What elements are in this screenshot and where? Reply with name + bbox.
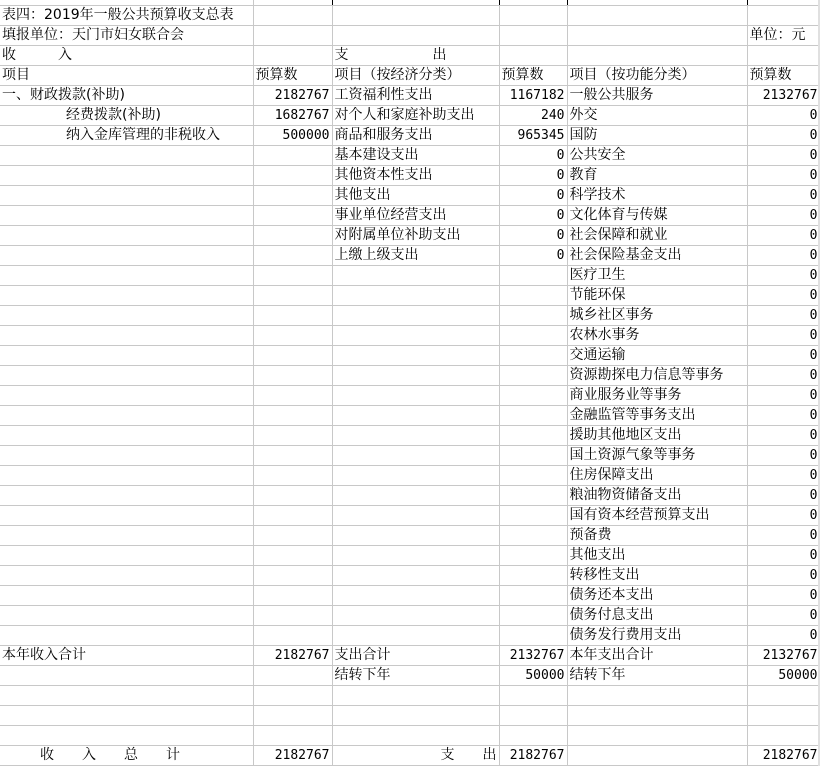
cell[interactable] [567, 706, 747, 726]
functional-carryover-value[interactable]: 50000 [747, 666, 820, 686]
functional-value[interactable]: 0 [747, 446, 820, 466]
cell[interactable] [0, 426, 253, 446]
cell[interactable] [253, 586, 332, 606]
cell[interactable] [253, 206, 332, 226]
functional-value[interactable]: 0 [747, 106, 820, 126]
cell[interactable] [0, 706, 253, 726]
functional-value[interactable]: 0 [747, 266, 820, 286]
cell[interactable] [567, 26, 747, 46]
cell[interactable] [253, 686, 332, 706]
col-header-budget[interactable]: 预算数 [253, 66, 332, 86]
cell[interactable] [499, 526, 567, 546]
column-header-row [0, 66, 820, 86]
cell[interactable] [332, 446, 499, 466]
col-header-economic[interactable]: 项目（按经济分类） [332, 66, 499, 86]
cell[interactable] [332, 706, 499, 726]
table-row [0, 506, 820, 526]
cell[interactable] [332, 626, 499, 646]
carryover-value[interactable]: 50000 [499, 666, 567, 686]
functional-value[interactable]: 0 [747, 126, 820, 146]
economic-item[interactable]: 事业单位经营支出 [332, 206, 499, 226]
cell[interactable] [253, 626, 332, 646]
cell[interactable] [253, 446, 332, 466]
functional-item[interactable]: 金融监管等事务支出 [567, 406, 747, 426]
cell[interactable] [0, 586, 253, 606]
cell[interactable] [332, 306, 499, 326]
cell[interactable] [332, 386, 499, 406]
functional-value[interactable]: 0 [747, 606, 820, 626]
economic-item[interactable]: 对附属单位补助支出 [332, 226, 499, 246]
cell[interactable] [253, 526, 332, 546]
cell[interactable] [332, 26, 499, 46]
table-row [0, 166, 820, 186]
cell[interactable] [332, 526, 499, 546]
cell[interactable] [332, 326, 499, 346]
cell[interactable] [253, 146, 332, 166]
functional-item[interactable]: 资源勘探电力信息等事务 [567, 366, 747, 386]
functional-item[interactable]: 粮油物资储备支出 [567, 486, 747, 506]
functional-item[interactable]: 社会保险基金支出 [567, 246, 747, 266]
cell[interactable] [0, 506, 253, 526]
functional-item[interactable]: 教育 [567, 166, 747, 186]
functional-item[interactable]: 其他支出 [567, 546, 747, 566]
income-value[interactable]: 2182767 [253, 86, 332, 106]
income-item[interactable]: 一、财政拨款(补助) [0, 86, 253, 106]
functional-item[interactable]: 债务还本支出 [567, 586, 747, 606]
table-row [0, 426, 820, 446]
functional-value[interactable]: 0 [747, 206, 820, 226]
cell[interactable] [0, 606, 253, 626]
grand-income-value[interactable]: 2182767 [253, 746, 332, 766]
cell[interactable] [253, 326, 332, 346]
carryover-label[interactable]: 结转下年 [332, 666, 499, 686]
cell[interactable] [567, 686, 747, 706]
cell[interactable] [253, 266, 332, 286]
cell[interactable] [332, 286, 499, 306]
functional-value[interactable]: 0 [747, 306, 820, 326]
table-title[interactable]: 表四：2019年一般公共预算收支总表 [0, 6, 253, 26]
cell[interactable] [253, 466, 332, 486]
functional-value[interactable]: 0 [747, 566, 820, 586]
functional-item[interactable]: 债务付息支出 [567, 606, 747, 626]
functional-value[interactable]: 0 [747, 486, 820, 506]
grand-expense-value[interactable]: 2182767 [499, 746, 567, 766]
table-row [0, 126, 820, 146]
expense-total-label[interactable]: 支出合计 [332, 646, 499, 666]
cell[interactable] [567, 6, 747, 26]
functional-value[interactable]: 0 [747, 386, 820, 406]
functional-value[interactable]: 2132767 [747, 86, 820, 106]
table-row [0, 306, 820, 326]
cell[interactable] [0, 526, 253, 546]
functional-item[interactable]: 预备费 [567, 526, 747, 546]
functional-item[interactable]: 交通运输 [567, 346, 747, 366]
functional-item[interactable]: 科学技术 [567, 186, 747, 206]
table-row [0, 586, 820, 606]
functional-value[interactable]: 0 [747, 526, 820, 546]
cell[interactable] [253, 406, 332, 426]
cell[interactable] [253, 186, 332, 206]
cell[interactable] [499, 606, 567, 626]
functional-item[interactable]: 农林水事务 [567, 326, 747, 346]
cell[interactable] [0, 386, 253, 406]
cell[interactable] [499, 466, 567, 486]
cell[interactable] [332, 406, 499, 426]
cell[interactable] [0, 326, 253, 346]
cell[interactable] [0, 626, 253, 646]
cell[interactable] [253, 566, 332, 586]
functional-item[interactable]: 一般公共服务 [567, 86, 747, 106]
cell[interactable] [499, 326, 567, 346]
income-section-header[interactable]: 收 入 [0, 46, 253, 66]
cell[interactable] [332, 566, 499, 586]
cell[interactable] [253, 386, 332, 406]
cell[interactable] [499, 386, 567, 406]
cell[interactable] [0, 406, 253, 426]
cell[interactable] [499, 546, 567, 566]
income-item[interactable]: 经费拨款(补助) [0, 106, 253, 126]
expense-section-header[interactable]: 支 出 [332, 46, 499, 66]
cell[interactable] [0, 686, 253, 706]
cell[interactable] [253, 226, 332, 246]
table-row [0, 546, 820, 566]
cell[interactable] [0, 366, 253, 386]
functional-carryover-label[interactable]: 结转下年 [567, 666, 747, 686]
functional-value[interactable]: 0 [747, 326, 820, 346]
functional-value[interactable]: 0 [747, 286, 820, 306]
functional-value[interactable]: 0 [747, 366, 820, 386]
functional-value[interactable]: 0 [747, 166, 820, 186]
grand-income-label[interactable]: 收 入 总 计 [0, 746, 253, 766]
economic-value[interactable]: 0 [499, 186, 567, 206]
table-row [0, 206, 820, 226]
functional-value[interactable]: 0 [747, 346, 820, 366]
table-row [0, 226, 820, 246]
cell[interactable] [567, 746, 747, 766]
cell[interactable] [253, 166, 332, 186]
cell[interactable] [499, 566, 567, 586]
cell[interactable] [747, 6, 820, 26]
cell[interactable] [499, 286, 567, 306]
unit-label[interactable]: 单位：元 [747, 26, 820, 46]
cell[interactable] [499, 406, 567, 426]
unit-row [0, 26, 820, 46]
functional-item[interactable]: 外交 [567, 106, 747, 126]
functional-item[interactable]: 商业服务业等事务 [567, 386, 747, 406]
cell[interactable] [0, 306, 253, 326]
cell[interactable] [499, 486, 567, 506]
table-row [0, 626, 820, 646]
functional-item[interactable]: 援助其他地区支出 [567, 426, 747, 446]
expense-total-value[interactable]: 2132767 [499, 646, 567, 666]
cell[interactable] [0, 666, 253, 686]
economic-value[interactable]: 965345 [499, 126, 567, 146]
cell[interactable] [499, 426, 567, 446]
table-row [0, 146, 820, 166]
table-row [0, 346, 820, 366]
economic-value[interactable]: 0 [499, 206, 567, 226]
table-row [0, 446, 820, 466]
cell[interactable] [499, 706, 567, 726]
cell[interactable] [499, 726, 567, 746]
cell[interactable] [747, 726, 820, 746]
cell[interactable] [747, 706, 820, 726]
economic-value[interactable]: 1167182 [499, 86, 567, 106]
functional-value[interactable]: 0 [747, 466, 820, 486]
economic-item[interactable]: 工资福利性支出 [332, 86, 499, 106]
blank-row [0, 706, 820, 726]
cell[interactable] [499, 46, 567, 66]
reporting-unit[interactable]: 填报单位：天门市妇女联合会 [0, 26, 253, 46]
functional-total-label[interactable]: 本年支出合计 [567, 646, 747, 666]
cell[interactable] [0, 546, 253, 566]
col-header-budget[interactable]: 预算数 [747, 66, 820, 86]
cell[interactable] [499, 586, 567, 606]
functional-item[interactable]: 节能环保 [567, 286, 747, 306]
functional-value[interactable]: 0 [747, 246, 820, 266]
cell[interactable] [332, 426, 499, 446]
cell[interactable] [253, 506, 332, 526]
economic-item[interactable]: 商品和服务支出 [332, 126, 499, 146]
cell[interactable] [332, 546, 499, 566]
functional-item[interactable]: 医疗卫生 [567, 266, 747, 286]
cell[interactable] [332, 686, 499, 706]
cell[interactable] [253, 426, 332, 446]
cell[interactable] [253, 246, 332, 266]
section-header-row [0, 46, 820, 66]
cell[interactable] [499, 6, 567, 26]
cell[interactable] [499, 26, 567, 46]
table-row [0, 486, 820, 506]
table-row [0, 286, 820, 306]
functional-value[interactable]: 0 [747, 186, 820, 206]
cell[interactable] [0, 206, 253, 226]
cell[interactable] [253, 306, 332, 326]
cell[interactable] [332, 586, 499, 606]
table-row [0, 466, 820, 486]
economic-value[interactable]: 0 [499, 146, 567, 166]
economic-item[interactable]: 其他支出 [332, 186, 499, 206]
cell[interactable] [747, 686, 820, 706]
income-value[interactable]: 500000 [253, 126, 332, 146]
cell[interactable] [567, 46, 747, 66]
cell[interactable] [499, 446, 567, 466]
economic-value[interactable]: 0 [499, 166, 567, 186]
grand-expense-label[interactable]: 支 出 [332, 746, 499, 766]
income-total-label[interactable]: 本年收入合计 [0, 646, 253, 666]
table-row [0, 566, 820, 586]
cell[interactable] [499, 506, 567, 526]
functional-value[interactable]: 0 [747, 406, 820, 426]
cell[interactable] [0, 726, 253, 746]
economic-value[interactable]: 0 [499, 226, 567, 246]
cell[interactable] [0, 446, 253, 466]
functional-value[interactable]: 0 [747, 226, 820, 246]
table-row [0, 366, 820, 386]
cell[interactable] [499, 346, 567, 366]
economic-item[interactable]: 其他资本性支出 [332, 166, 499, 186]
cell[interactable] [0, 486, 253, 506]
cell[interactable] [332, 486, 499, 506]
functional-item[interactable]: 国土资源气象等事务 [567, 446, 747, 466]
table-row [0, 606, 820, 626]
blank-row [0, 686, 820, 706]
income-value[interactable]: 1682767 [253, 106, 332, 126]
col-header-budget[interactable]: 预算数 [499, 66, 567, 86]
cell[interactable] [499, 626, 567, 646]
cell[interactable] [253, 46, 332, 66]
col-header-functional[interactable]: 项目（按功能分类） [567, 66, 747, 86]
cell[interactable] [0, 186, 253, 206]
cell[interactable] [0, 286, 253, 306]
functional-item[interactable]: 住房保障支出 [567, 466, 747, 486]
functional-item[interactable]: 债务发行费用支出 [567, 626, 747, 646]
functional-value[interactable]: 0 [747, 546, 820, 566]
table-row [0, 86, 820, 106]
cell[interactable] [253, 666, 332, 686]
cell[interactable] [332, 466, 499, 486]
cell[interactable] [567, 726, 747, 746]
cell[interactable] [499, 266, 567, 286]
cell[interactable] [747, 46, 820, 66]
functional-value[interactable]: 0 [747, 586, 820, 606]
cell[interactable] [332, 366, 499, 386]
income-total-value[interactable]: 2182767 [253, 646, 332, 666]
carryover-row [0, 666, 820, 686]
cell[interactable] [253, 346, 332, 366]
cell[interactable] [499, 366, 567, 386]
economic-item[interactable]: 对个人和家庭补助支出 [332, 106, 499, 126]
cell[interactable] [0, 346, 253, 366]
cell[interactable] [253, 726, 332, 746]
cell[interactable] [253, 286, 332, 306]
economic-item[interactable]: 基本建设支出 [332, 146, 499, 166]
totals-row [0, 646, 820, 666]
cell[interactable] [0, 566, 253, 586]
cell[interactable] [332, 606, 499, 626]
functional-item[interactable]: 城乡社区事务 [567, 306, 747, 326]
cell[interactable] [253, 606, 332, 626]
table-row [0, 266, 820, 286]
functional-value[interactable]: 0 [747, 626, 820, 646]
cell[interactable] [499, 686, 567, 706]
economic-value[interactable]: 240 [499, 106, 567, 126]
cell[interactable] [253, 366, 332, 386]
economic-item[interactable]: 上缴上级支出 [332, 246, 499, 266]
cell[interactable] [253, 6, 332, 26]
cell[interactable] [0, 466, 253, 486]
functional-item[interactable]: 转移性支出 [567, 566, 747, 586]
functional-value[interactable]: 0 [747, 146, 820, 166]
cell[interactable] [0, 246, 253, 266]
table-row [0, 186, 820, 206]
functional-item[interactable]: 文化体育与传媒 [567, 206, 747, 226]
functional-value[interactable]: 0 [747, 506, 820, 526]
cell[interactable] [253, 546, 332, 566]
functional-total-value[interactable]: 2132767 [747, 646, 820, 666]
table-row [0, 106, 820, 126]
income-item[interactable]: 纳入金库管理的非税收入 [0, 126, 253, 146]
functional-item[interactable]: 国有资本经营预算支出 [567, 506, 747, 526]
col-header-item[interactable]: 项目 [0, 66, 253, 86]
cell[interactable] [332, 506, 499, 526]
functional-item[interactable]: 国防 [567, 126, 747, 146]
functional-item[interactable]: 公共安全 [567, 146, 747, 166]
grand-functional-value[interactable]: 2182767 [747, 746, 820, 766]
table-row [0, 326, 820, 346]
functional-item[interactable]: 社会保障和就业 [567, 226, 747, 246]
cell[interactable] [253, 26, 332, 46]
cell[interactable] [0, 146, 253, 166]
cell[interactable] [332, 266, 499, 286]
title-row [0, 6, 820, 26]
grand-total-row [0, 746, 820, 766]
functional-value[interactable]: 0 [747, 426, 820, 446]
table-row [0, 526, 820, 546]
table-row [0, 406, 820, 426]
economic-value[interactable]: 0 [499, 246, 567, 266]
cell[interactable] [0, 266, 253, 286]
cell[interactable] [253, 706, 332, 726]
table-row [0, 386, 820, 406]
cell[interactable] [332, 6, 499, 26]
cell[interactable] [499, 306, 567, 326]
cell[interactable] [0, 166, 253, 186]
cell[interactable] [253, 486, 332, 506]
cell[interactable] [332, 726, 499, 746]
blank-row [0, 726, 820, 746]
cell[interactable] [332, 346, 499, 366]
cell[interactable] [0, 226, 253, 246]
table-row [0, 246, 820, 266]
